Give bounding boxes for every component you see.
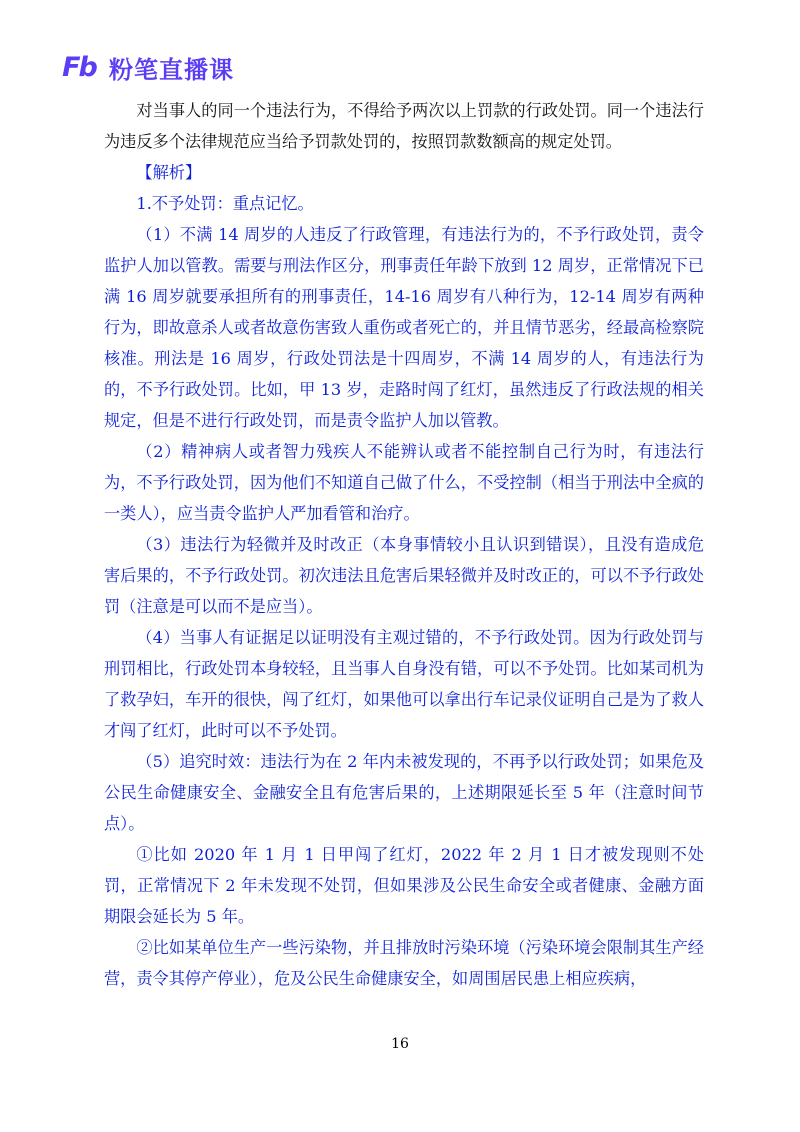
- section-heading: 1.不予处罚：重点记忆。: [136, 194, 314, 213]
- brand-logo-icon: Fb: [62, 51, 96, 83]
- analysis-paragraph-5: （5）追究时效：违法行为在 2 年内未被发现的，不再予以行政处罚；如果危及公民生命健康安全、金融安全且有危害后果的，上述期限延长至 5 年（注意时间节点）。: [104, 752, 704, 833]
- example-paragraph-2: ②比如某单位生产一些污染物，并且排放时污染环境（污染环境会限制其生产经营，责令其停产停业），危及公民生命健康安全，如周围居民患上相应疾病，: [104, 938, 704, 988]
- page-number: 16: [391, 1036, 409, 1052]
- brand-name: 粉笔直播课: [109, 55, 234, 84]
- law-text-paragraph: 对当事人的同一个违法行为，不得给予两次以上罚款的行政处罚。同一个违法行为违反多个法律规范应当给予罚款处罚的，按照罚款数额高的规定处罚。: [104, 101, 704, 151]
- analysis-heading: 【解析】: [136, 163, 202, 182]
- page-header: [57, 50, 234, 84]
- document-body: [104, 95, 704, 994]
- example-paragraph-1: ①比如 2020 年 1 月 1 日甲闯了红灯，2022 年 2 月 1 日才被发现则不处罚，正常情况下 2 年未发现不处罚，但如果涉及公民生命安全或者健康、金融方面期限会延长为 5 年。: [104, 845, 704, 926]
- analysis-paragraph-2: （2）精神病人或者智力残疾人不能辨认或者不能控制自己行为时，有违法行为，不予行政处罚，因为他们不知道自己做了什么，不受控制（相当于刑法中全疯的一类人），应当责令监护人严加看管和治疗。: [104, 442, 704, 523]
- analysis-paragraph-3: （3）违法行为轻微并及时改正（本身事情较小且认识到错误），且没有造成危害后果的，不予行政处罚。初次违法且危害后果轻微并及时改正的，可以不予行政处罚（注意是可以而不是应当）。: [104, 535, 704, 616]
- analysis-paragraph-4: （4）当事人有证据足以证明没有主观过错的，不予行政处罚。因为行政处罚与刑罚相比，行政处罚本身较轻，且当事人自身没有错，可以不予处罚。比如某司机为了救孕妇，车开的很快，闯了红灯，如果他可以拿出行车记录仪证明自己是为了救人才闯了红灯，此时可以不予处罚。: [104, 628, 704, 740]
- analysis-paragraph-1: （1）不满 14 周岁的人违反了行政管理，有违法行为的，不予行政处罚，责令监护人加以管教。需要与刑法作区分，刑事责任年龄下放到 12 周岁，正常情况下已满 16 周岁就要承担所有的刑事责任，14-16 周岁有八种行为，12-14 周岁有两种行为，即故意杀人或者故意伤害致人重伤或者死亡的，并且情节恶劣，经最高检察院核准。刑法是 16 周岁，行政处罚法是十四周岁，不满 14 周岁的人，有违法行为的，不予行政处罚。比如，甲 13 岁，走路时闯了红灯，虽然违反了行政法规的相关规定，但是不进行行政处罚，而是责令监护人加以管教。: [104, 225, 704, 430]
